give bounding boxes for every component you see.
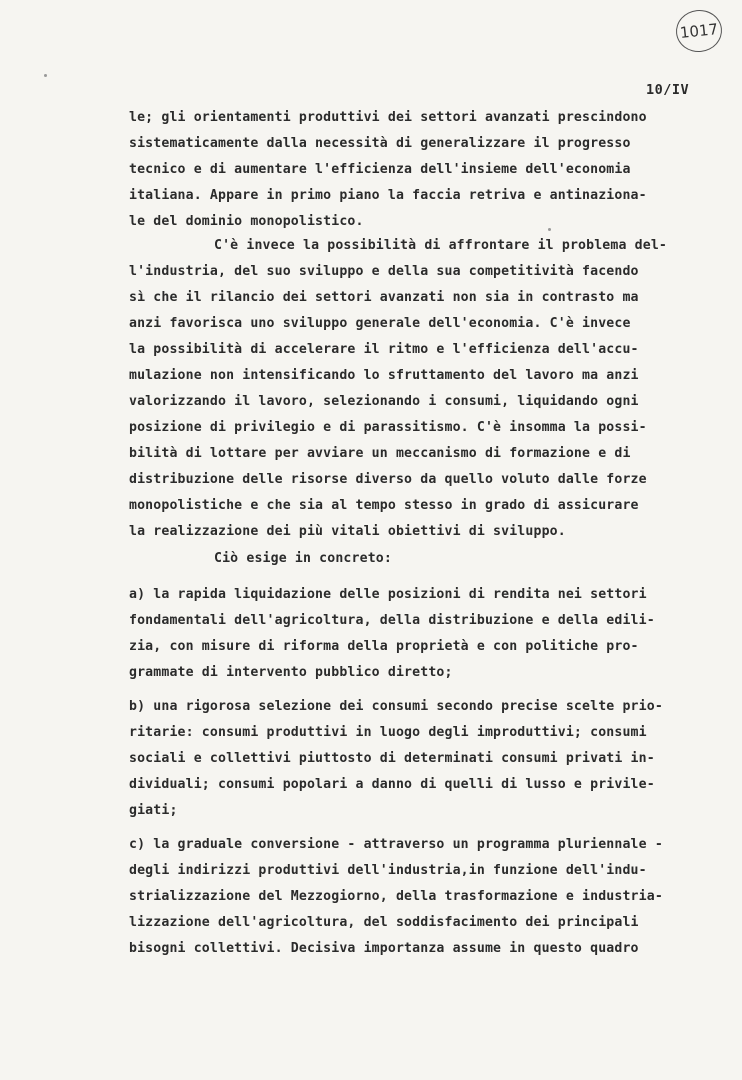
text-line: tecnico e di aumentare l'efficienza dell'insieme dell'economia: [129, 162, 631, 177]
text-line: lizzazione dell'agricoltura, del soddisfacimento dei principali: [129, 915, 639, 930]
scan-speck: [44, 74, 47, 77]
text-line: dividuali; consumi popolari a danno di quelli di lusso e privile-: [129, 777, 655, 792]
text-line: italiana. Appare in primo piano la faccia retriva e antinaziona-: [129, 188, 647, 203]
text-line: le del dominio monopolistico.: [129, 214, 364, 229]
text-line: zia, con misure di riforma della proprietà e con politiche pro-: [129, 639, 639, 654]
text-line: bisogni collettivi. Decisiva importanza assume in questo quadro: [129, 941, 639, 956]
text-line: bilità di lottare per avviare un meccanismo di formazione e di: [129, 446, 631, 461]
text-line: degli indirizzi produttivi dell'industria,in funzione dell'indu-: [129, 863, 647, 878]
text-line: ritarie: consumi produttivi in luogo degli improduttivi; consumi: [129, 725, 647, 740]
text-line: sociali e collettivi piuttosto di determinati consumi privati in-: [129, 751, 655, 766]
text-line: monopolistiche e che sia al tempo stesso in grado di assicurare: [129, 498, 639, 513]
text-line: Ciò esige in concreto:: [214, 551, 392, 566]
text-line: l'industria, del suo sviluppo e della sua competitività facendo: [129, 264, 639, 279]
scan-speck: [548, 228, 551, 231]
archive-stamp: 1017: [674, 8, 724, 55]
text-line: fondamentali dell'agricoltura, della distribuzione e della edili-: [129, 613, 655, 628]
text-line: sì che il rilancio dei settori avanzati non sia in contrasto ma: [129, 290, 639, 305]
text-line: la realizzazione dei più vitali obiettivi di sviluppo.: [129, 524, 566, 539]
text-line: a) la rapida liquidazione delle posizioni di rendita nei settori: [129, 587, 647, 602]
text-line: C'è invece la possibilità di affrontare il problema del-: [214, 238, 668, 253]
page-number: 10/IV: [646, 82, 690, 98]
text-line: la possibilità di accelerare il ritmo e l'efficienza dell'accu-: [129, 342, 639, 357]
text-line: giati;: [129, 803, 178, 818]
text-line: c) la graduale conversione - attraverso un programma pluriennale -: [129, 837, 663, 852]
text-line: sistematicamente dalla necessità di generalizzare il progresso: [129, 136, 631, 151]
text-line: grammate di intervento pubblico diretto;: [129, 665, 453, 680]
text-line: posizione di privilegio e di parassitismo. C'è insomma la possi-: [129, 420, 647, 435]
text-line: strializzazione del Mezzogiorno, della trasformazione e industria-: [129, 889, 663, 904]
text-line: le; gli orientamenti produttivi dei settori avanzati prescindono: [129, 110, 647, 125]
text-line: valorizzando il lavoro, selezionando i consumi, liquidando ogni: [129, 394, 639, 409]
text-line: anzi favorisca uno sviluppo generale dell'economia. C'è invece: [129, 316, 631, 331]
text-line: distribuzione delle risorse diverso da quello voluto dalle forze: [129, 472, 647, 487]
text-line: b) una rigorosa selezione dei consumi secondo precise scelte prio-: [129, 699, 663, 714]
text-line: mulazione non intensificando lo sfruttamento del lavoro ma anzi: [129, 368, 639, 383]
